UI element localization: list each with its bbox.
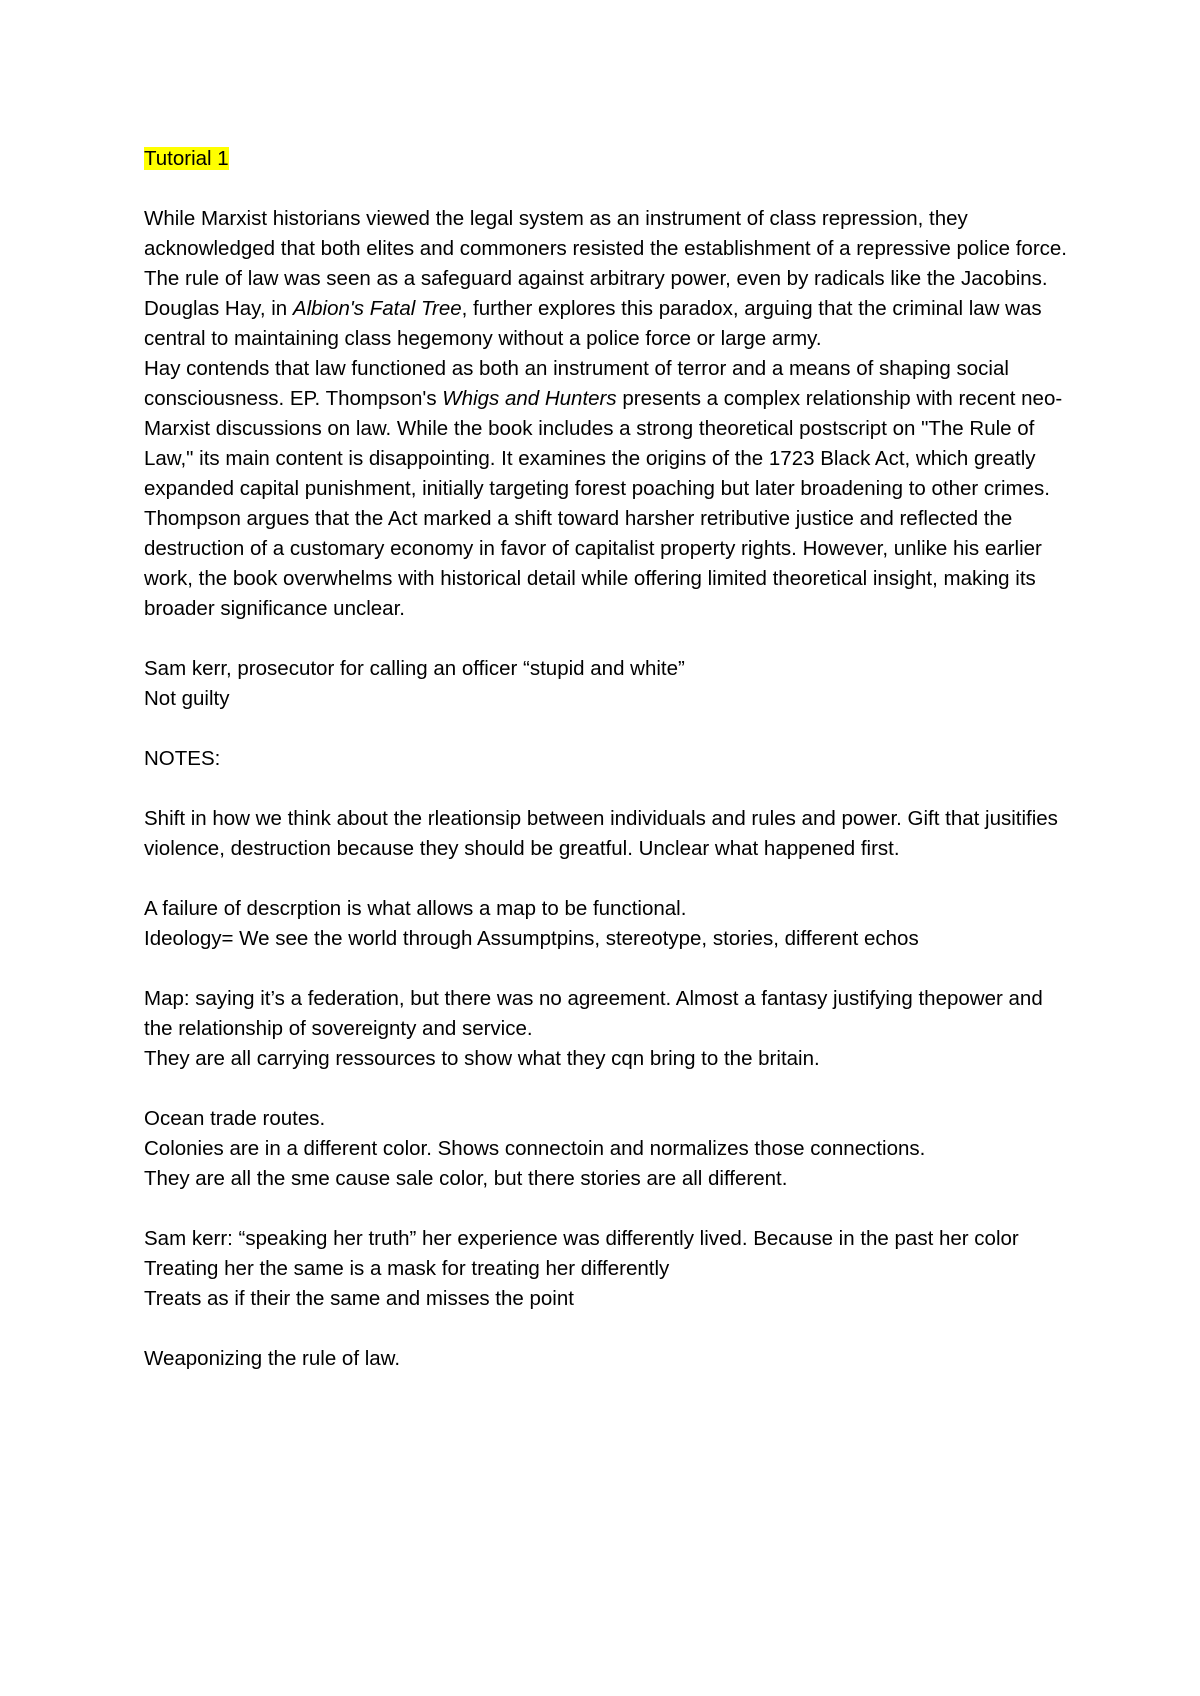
note-carrying-resources: They are all carrying ressources to show what they cqn bring to the britain.	[144, 1047, 820, 1070]
blank-line	[144, 1074, 1074, 1104]
blank-line	[144, 624, 1074, 654]
book-title-albions-fatal-tree: Albion's Fatal Tree	[292, 297, 462, 320]
note-ocean-trade: Ocean trade routes.	[144, 1107, 326, 1130]
blank-line	[144, 774, 1074, 804]
line-sam-kerr-case: Sam kerr, prosecutor for calling an officer “stupid and white”	[144, 657, 685, 680]
note-weaponizing: Weaponizing the rule of law.	[144, 1347, 401, 1370]
blank-line	[144, 1314, 1074, 1344]
note-map-federation: Map: saying it’s a federation, but there was no agreement. Almost a fantasy justifying thepower and the relationship of sovereignty and service.	[144, 987, 1043, 1040]
book-title-whigs-and-hunters: Whigs and Hunters	[442, 387, 617, 410]
paragraph-marxist-historians: While Marxist historians viewed the legal system as an instrument of class repression, they acknowledged that both elites and commoners resisted the establishment of a repressive police force. The rule of law was seen as a safeguard against arbitrary power, even by radicals like the Jacobins.	[144, 207, 1068, 290]
blank-line	[144, 954, 1074, 984]
note-sam-kerr-truth: Sam kerr: “speaking her truth” her experience was differently lived. Because in the past her color	[144, 1227, 1019, 1250]
text-run: Hay contends that law functioned as both an instrument of terror and a means of shaping social consciousness. EP. Thompson's	[144, 357, 1009, 410]
note-colonies-color: Colonies are in a different color. Shows connectoin and normalizes those connections.	[144, 1137, 926, 1160]
paragraph-douglas-hay	[144, 294, 1074, 354]
blank-line	[144, 174, 1074, 204]
text-run: , further explores this paradox, arguing that the criminal law was central to maintaining class hegemony without a police force or large army.	[144, 297, 1042, 350]
text-run: presents a complex relationship with recent neo-Marxist discussions on law. While the book includes a strong theoretical postscript on "The Rule of Law," its main content is disappointing. It examines the origins of the 1723 Black Act, which greatly expanded capital punishment, initially targeting forest poaching but later broadening to other crimes. Thompson argues that the Act marked a shift toward harsher retributive justice and reflected the destruction of a customary economy in favor of capitalist property rights. However, unlike his earlier work, the book overwhelms with historical detail while offering limited theoretical insight, making its broader significance unclear.	[144, 387, 1063, 620]
note-misses-point: Treats as if their the same and misses the point	[144, 1287, 574, 1310]
blank-line	[144, 714, 1074, 744]
note-shift-relationship: Shift in how we think about the rleationsip between individuals and rules and power. Gift that jusitifies violence, destruction because they should be greatful. Unclear what happened first.	[144, 807, 1058, 860]
document-title-line	[144, 144, 1074, 174]
blank-line	[144, 1194, 1074, 1224]
paragraph-hay-thompson	[144, 354, 1074, 624]
text-run: Douglas Hay, in	[144, 297, 293, 320]
note-treating-same: Treating her the same is a mask for treating her differently	[144, 1257, 670, 1280]
blank-line	[144, 864, 1074, 894]
document-title: Tutorial 1	[144, 147, 229, 170]
note-failure-description: A failure of descrption is what allows a map to be functional.	[144, 897, 687, 920]
document-page	[144, 144, 1074, 1374]
line-verdict: Not guilty	[144, 687, 230, 710]
note-same-color: They are all the sme cause sale color, but there stories are all different.	[144, 1167, 788, 1190]
note-ideology: Ideology= We see the world through Assumptpins, stereotype, stories, different echos	[144, 927, 919, 950]
notes-heading: NOTES:	[144, 747, 221, 770]
